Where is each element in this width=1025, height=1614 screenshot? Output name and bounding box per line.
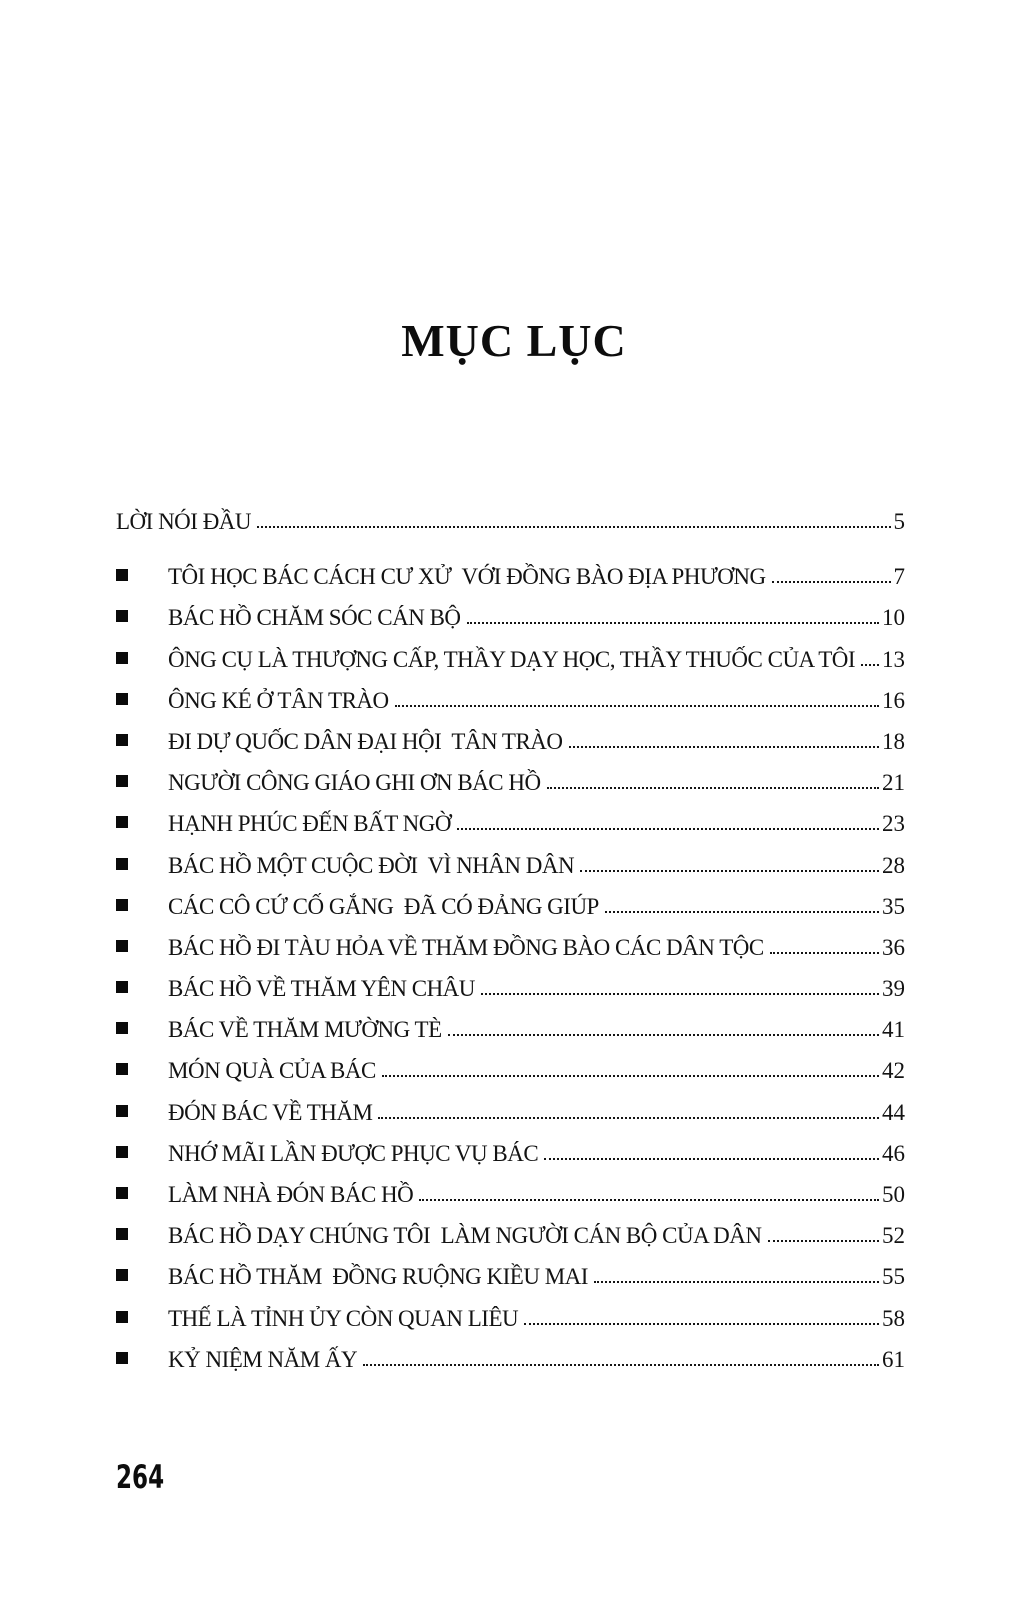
- toc-entry: [116, 1017, 905, 1058]
- toc-entry: [116, 564, 905, 605]
- toc-entry: [116, 605, 905, 646]
- page-number: 264: [116, 1458, 165, 1496]
- toc-entry: [116, 1264, 905, 1305]
- toc-entry: [116, 1347, 905, 1388]
- bullet-square-icon: [116, 1063, 128, 1075]
- toc-entry-title: BÁC HỒ CHĂM SÓC CÁN BỘ: [168, 605, 461, 631]
- toc-entry-page: 41: [882, 1017, 905, 1043]
- toc-entry: [116, 1223, 905, 1264]
- bullet-square-icon: [116, 858, 128, 870]
- dotted-leader: [467, 622, 879, 624]
- toc-entry-title: BÁC HỒ VỀ THĂM YÊN CHÂU: [168, 976, 475, 1002]
- toc-entry-title: HẠNH PHÚC ĐẾN BẤT NGỜ: [168, 811, 451, 837]
- bullet-square-icon: [116, 816, 128, 828]
- toc-entry: [116, 647, 905, 688]
- toc-entry: [116, 1306, 905, 1347]
- toc-entry: [116, 770, 905, 811]
- toc-entry-page: 28: [882, 852, 905, 878]
- dotted-leader: [768, 1240, 880, 1242]
- toc-entry-title: LÀM NHÀ ĐÓN BÁC HỒ: [168, 1182, 414, 1207]
- toc-entry-page: 5: [893, 509, 905, 534]
- toc-entry-page: 44: [882, 1099, 905, 1125]
- dotted-leader: [448, 1034, 879, 1036]
- toc-entry-page: 35: [882, 893, 905, 919]
- toc-entry: [116, 729, 905, 770]
- toc-entry-title: ĐI DỰ QUỐC DÂN ĐẠI HỘI TÂN TRÀO: [168, 728, 563, 754]
- table-of-contents: [116, 509, 905, 1388]
- toc-entry-title: ÔNG CỤ LÀ THƯỢNG CẤP, THẦY DẠY HỌC, THẦY THUỐC CỦA TÔI: [168, 646, 856, 672]
- toc-entry-page: 21: [882, 770, 905, 796]
- bullet-square-icon: [116, 775, 128, 787]
- dotted-leader: [378, 1117, 879, 1119]
- toc-entry: [116, 935, 905, 976]
- bullet-square-icon: [116, 693, 128, 705]
- toc-entry-page: 55: [882, 1264, 905, 1290]
- toc-entry-title: THẾ LÀ TỈNH ỦY CÒN QUAN LIÊU: [168, 1305, 519, 1331]
- bullet-square-icon: [116, 734, 128, 746]
- bullet-square-icon: [116, 1228, 128, 1240]
- page-title: MỤC LỤC: [401, 315, 627, 366]
- bullet-square-icon: [116, 1269, 128, 1281]
- toc-entry-page: 10: [882, 605, 905, 631]
- toc-entry-page: 16: [882, 687, 905, 713]
- dotted-leader: [382, 1075, 879, 1077]
- dotted-leader: [547, 787, 879, 789]
- toc-entry-preface: [116, 509, 905, 550]
- toc-entry: [116, 1141, 905, 1182]
- dotted-leader: [457, 828, 879, 830]
- toc-entry-page: 23: [882, 811, 905, 837]
- bullet-square-icon: [116, 610, 128, 622]
- dotted-leader: [772, 581, 891, 583]
- toc-entry: [116, 976, 905, 1017]
- dotted-leader: [605, 911, 879, 913]
- bullet-square-icon: [116, 1146, 128, 1158]
- bullet-square-icon: [116, 1187, 128, 1199]
- toc-list: [116, 564, 905, 1388]
- dotted-leader: [395, 705, 879, 707]
- dotted-leader: [770, 952, 879, 954]
- toc-entry: [116, 1058, 905, 1099]
- toc-entry-title: BÁC HỒ MỘT CUỘC ĐỜI VÌ NHÂN DÂN: [168, 852, 575, 878]
- bullet-square-icon: [116, 1311, 128, 1323]
- toc-entry-title: BÁC HỒ ĐI TÀU HỎA VỀ THĂM ĐỒNG BÀO CÁC DÂN TỘC: [168, 934, 764, 960]
- bullet-square-icon: [116, 1022, 128, 1034]
- toc-entry-page: 58: [882, 1305, 905, 1331]
- bullet-square-icon: [116, 899, 128, 911]
- toc-entry: [116, 853, 905, 894]
- bullet-square-icon: [116, 1352, 128, 1364]
- dotted-leader: [481, 993, 879, 995]
- dotted-leader: [257, 526, 890, 528]
- toc-entry-page: 36: [882, 934, 905, 960]
- toc-entry-title: LỜI NÓI ĐẦU: [116, 509, 252, 534]
- toc-entry-title: NHỚ MÃI LẦN ĐƯỢC PHỤC VỤ BÁC: [168, 1140, 539, 1166]
- toc-entry-page: 42: [882, 1058, 905, 1084]
- toc-entry-title: ĐÓN BÁC VỀ THĂM: [168, 1099, 373, 1125]
- dotted-leader: [569, 746, 879, 748]
- dotted-leader: [544, 1158, 879, 1160]
- toc-entry: [116, 894, 905, 935]
- dotted-leader: [580, 870, 879, 872]
- toc-entry-title: NGƯỜI CÔNG GIÁO GHI ƠN BÁC HỒ: [168, 770, 541, 796]
- bullet-square-icon: [116, 981, 128, 993]
- toc-entry-title: MÓN QUÀ CỦA BÁC: [168, 1058, 376, 1084]
- toc-entry-page: 7: [893, 564, 905, 590]
- toc-entry: [116, 688, 905, 729]
- toc-entry: [116, 811, 905, 852]
- bullet-square-icon: [116, 1105, 128, 1117]
- toc-entry: [116, 1182, 905, 1223]
- dotted-leader: [363, 1364, 879, 1366]
- toc-entry-title: KỶ NIỆM NĂM ẤY: [168, 1346, 358, 1372]
- dotted-leader: [419, 1199, 879, 1201]
- toc-entry-page: 61: [882, 1346, 905, 1372]
- toc-entry-title: TÔI HỌC BÁC CÁCH CƯ XỬ VỚI ĐỒNG BÀO ĐỊA PHƯƠNG: [168, 564, 766, 590]
- toc-entry-page: 52: [882, 1223, 905, 1249]
- toc-entry-page: 13: [882, 646, 905, 672]
- toc-entry-page: 39: [882, 976, 905, 1002]
- bullet-square-icon: [116, 569, 128, 581]
- toc-entry-page: 50: [882, 1182, 905, 1207]
- toc-entry-page: 46: [882, 1140, 905, 1166]
- toc-entry-page: 18: [882, 728, 905, 754]
- toc-entry-title: BÁC VỀ THĂM MƯỜNG TÈ: [168, 1017, 442, 1043]
- dotted-leader: [524, 1323, 879, 1325]
- dotted-leader: [861, 664, 879, 666]
- dotted-leader: [594, 1281, 879, 1283]
- bullet-square-icon: [116, 652, 128, 664]
- toc-entry: [116, 1100, 905, 1141]
- toc-entry-title: BÁC HỒ DẠY CHÚNG TÔI LÀM NGƯỜI CÁN BỘ CỦA DÂN: [168, 1223, 762, 1249]
- toc-entry-title: CÁC CÔ CỨ CỐ GẮNG ĐÃ CÓ ĐẢNG GIÚP: [168, 893, 599, 919]
- bullet-square-icon: [116, 940, 128, 952]
- toc-entry-title: BÁC HỒ THĂM ĐỒNG RUỘNG KIỀU MAI: [168, 1264, 588, 1290]
- toc-entry-title: ÔNG KÉ Ở TÂN TRÀO: [168, 687, 389, 713]
